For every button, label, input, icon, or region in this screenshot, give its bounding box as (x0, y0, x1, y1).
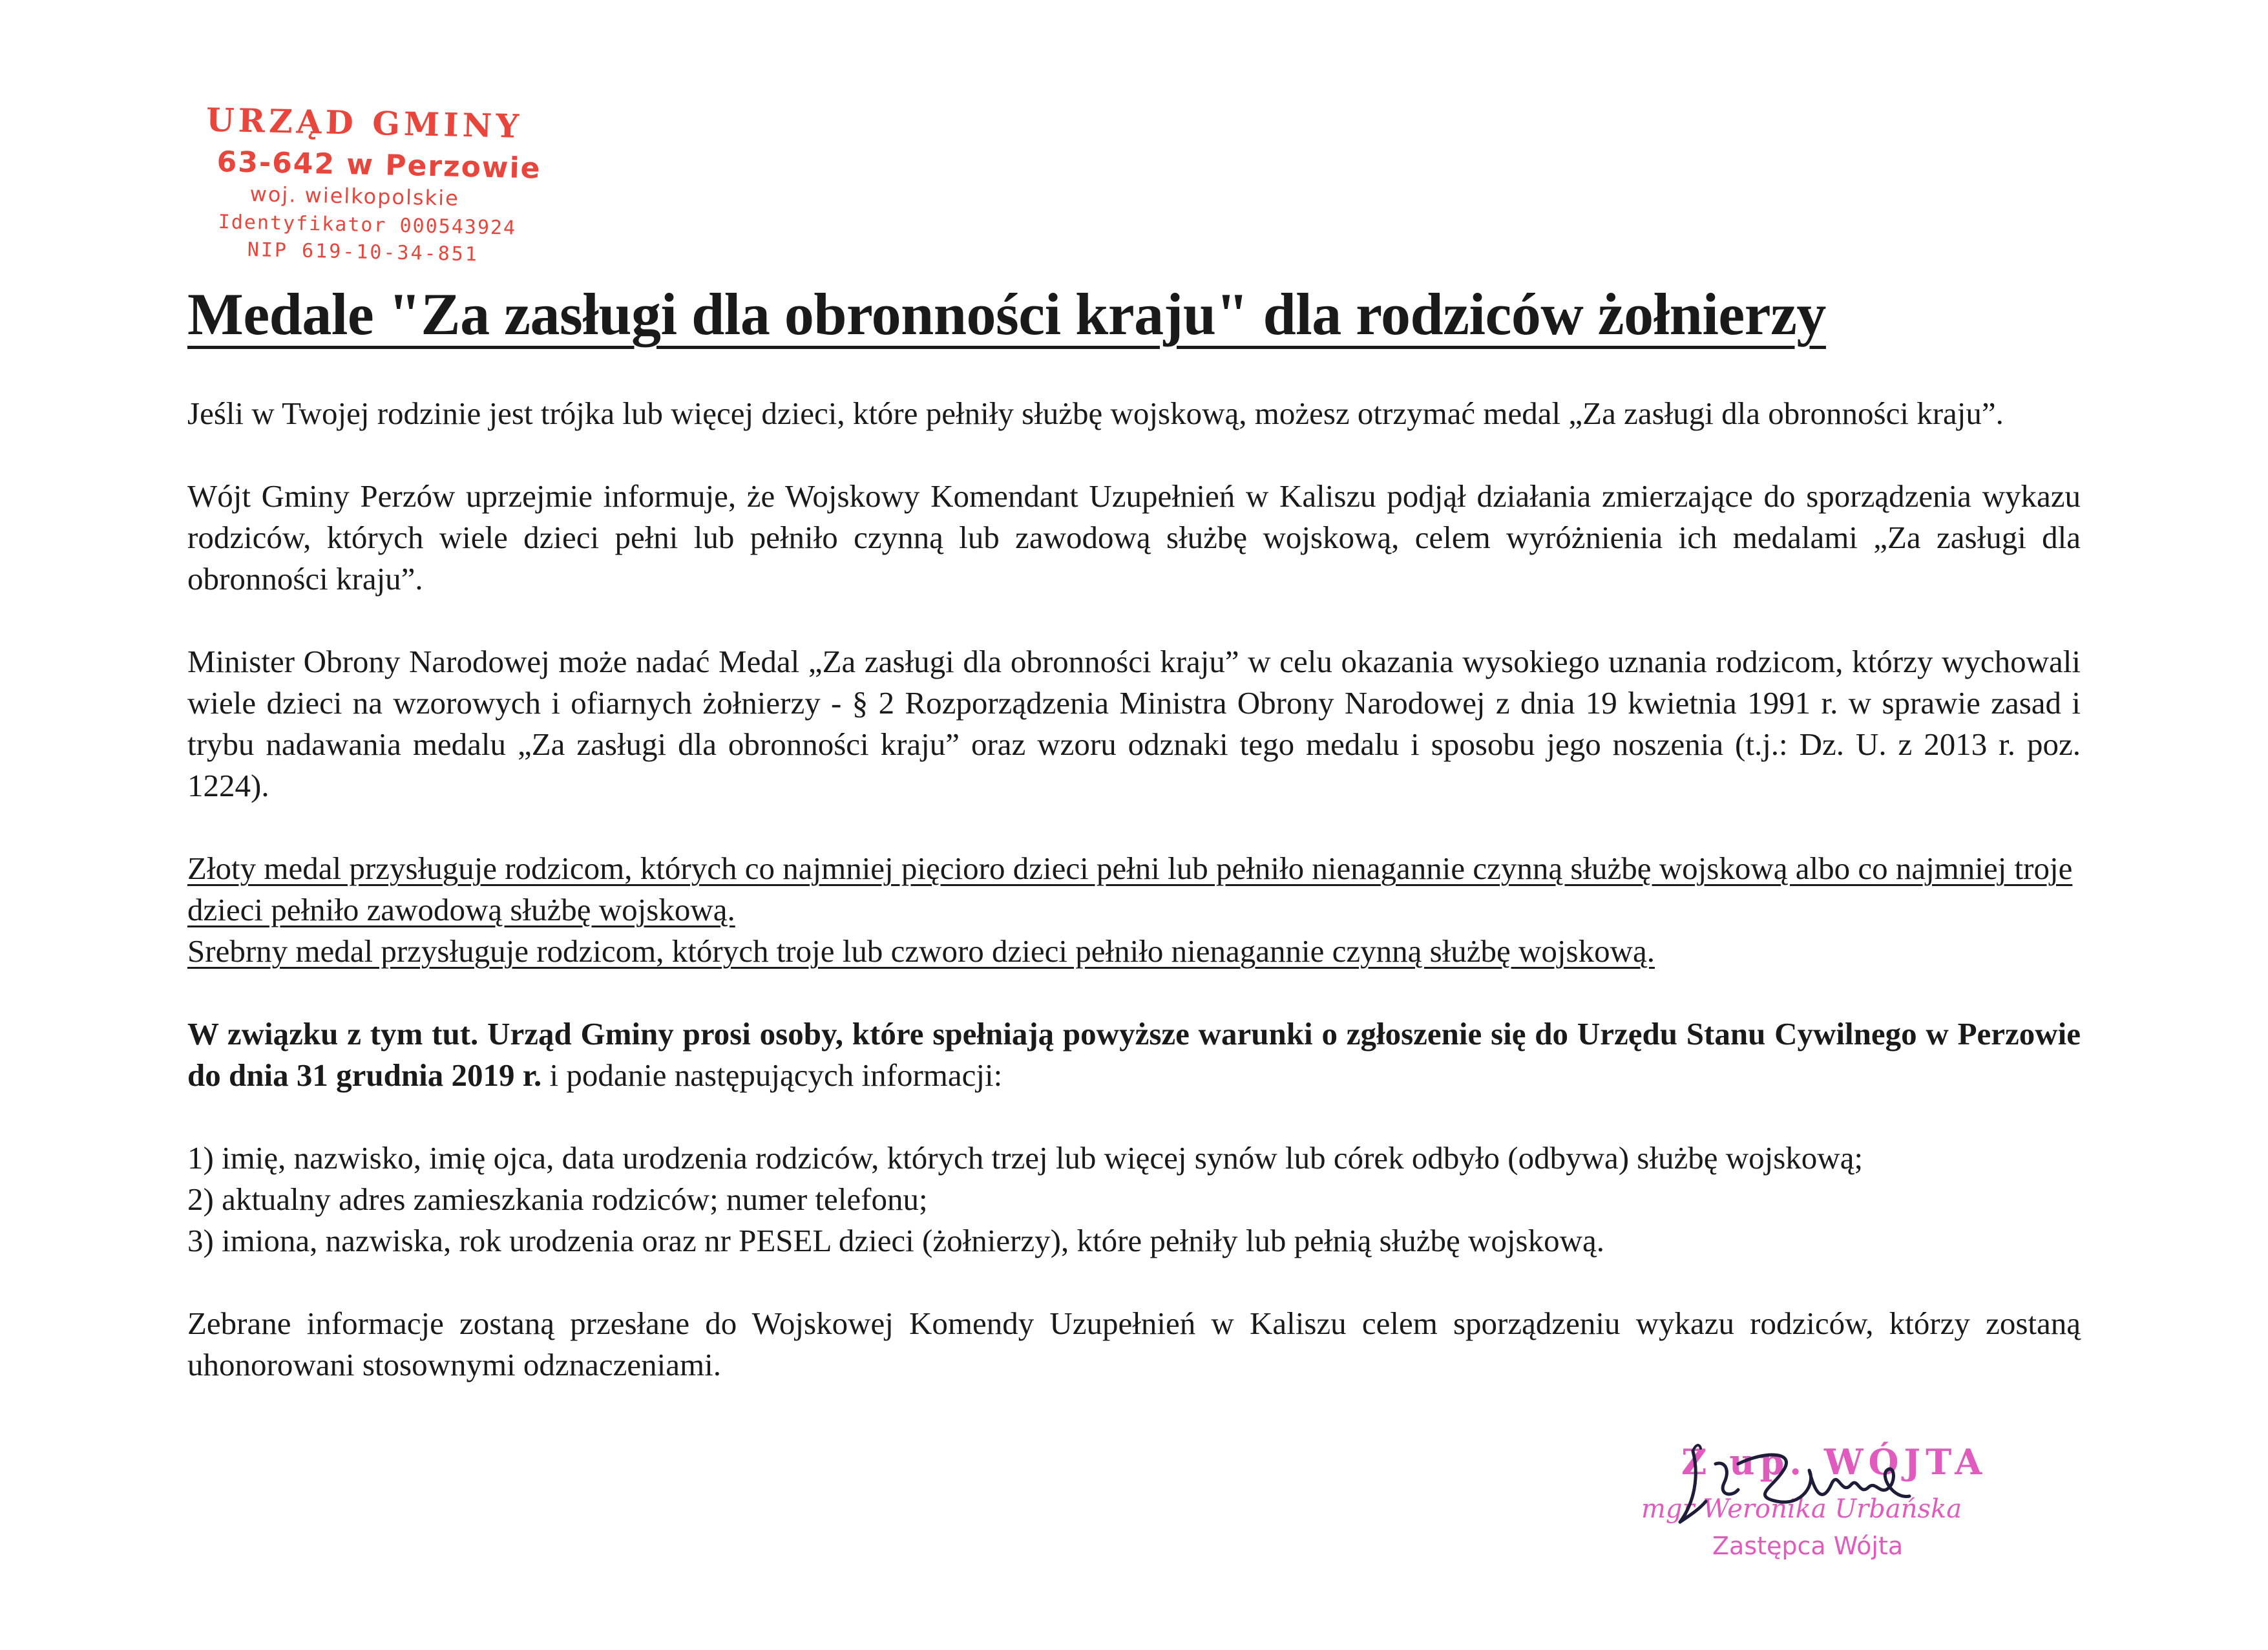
stamp-office-name: URZĄD GMINY (205, 100, 523, 145)
stamp-identifier: Identyfikator 000543924 (218, 211, 517, 240)
signature-stamp-name: mgr Weronika Urbańska (1641, 1494, 1962, 1524)
document-body (187, 393, 2081, 1427)
silver-medal-text: Srebrny medal przysługuje rodzicom, których troje lub czworo dzieci pełniło nienagannie czynną służbę wojskową. (187, 933, 1655, 969)
signature-stamp-position: Zastępca Wójta (1712, 1532, 1904, 1560)
paragraph-closing: Zebrane informacje zostaną przesłane do Wojskowej Komendy Uzupełnień w Kaliszu celem sporządzeniu wykazu rodziców, którzy zostaną uhonorowani stosownymi odznaczeniami. (187, 1306, 2081, 1382)
request-rest-text: i podanie następujących informacji: (541, 1057, 1003, 1093)
paragraph-announcement: Wójt Gminy Perzów uprzejmie informuje, że Wojskowy Komendant Uzupełnień w Kaliszu podjął działania zmierzające do sporządzenia wykazu rodziców, których wiele dzieci pełni lub pełniło czynną lub zawodową służbę wojskową, celem wyróżnienia ich medalami „Za zasługi dla obronności kraju”. (187, 478, 2081, 597)
stamp-postal-address: 63-642 w Perzowie (216, 145, 541, 185)
list-item: 2) aktualny adres zamieszkania rodziców; numer telefonu; (187, 1181, 928, 1217)
paragraph-gold-medal (187, 848, 2081, 931)
required-info-list (187, 1137, 2081, 1262)
paragraph-request (187, 1013, 2081, 1096)
paragraph-legal-basis: Minister Obrony Narodowej może nadać Medal „Za zasługi dla obronności kraju” w celu okazania wysokiego uznania rodzicom, którzy wychowali wiele dzieci na wzorowych i ofiarnych żołnierzy - § 2 Rozporządzenia Ministra Obrony Narodowej z dnia 19 kwietnia 1991 r. w sprawie zasad i trybu nadawania medalu „Za zasługi dla obronności kraju” oraz wzoru odznaki tego medalu i sposobu jego noszenia (t.j.: Dz. U. z 2013 r. poz. 1224). (187, 644, 2081, 803)
gold-medal-text: Złoty medal przysługuje rodzicom, których co najmniej pięcioro dzieci pełni lub pełniło nienagannie czynną służbę wojskową albo co najmniej troje dzieci pełniło zawodową służbę wojskową. (187, 851, 2073, 927)
stamp-nip: NIP 619-10-34-851 (247, 238, 479, 266)
handwritten-signature (1654, 1425, 1951, 1528)
spacer (187, 1262, 2081, 1303)
list-item: 1) imię, nazwisko, imię ojca, data urodzenia rodziców, których trzej lub więcej synów lub córek odbyło (odbywa) służbę wojskową; (187, 1140, 1864, 1176)
request-bold-text: W związku z tym tut. Urząd Gminy prosi osoby, które spełniają powyższe warunki o zgłoszenie się do Urzędu Stanu Cywilnego w Perzowie do dnia 31 grudnia 2019 r. (187, 1016, 2081, 1093)
office-stamp (184, 90, 588, 273)
paragraph-silver-medal (187, 931, 2081, 972)
list-item: 3) imiona, nazwiska, rok urodzenia oraz nr PESEL dzieci (żołnierzy), które pełniły lub pełnią służbę wojskową. (187, 1223, 1604, 1258)
signature-stamp-authority: Z up. WÓJTA (1681, 1441, 1988, 1483)
stamp-voivodeship: woj. wielkopolskie (249, 182, 460, 211)
paragraph-intro: Jeśli w Twojej rodzinie jest trójka lub więcej dzieci, które pełniły służbę wojskową, możesz otrzymać medal „Za zasługi dla obronności kraju”. (187, 396, 2004, 431)
document-title: Medale "Za zasługi dla obronności kraju" dla rodziców żołnierzy (187, 281, 1826, 347)
